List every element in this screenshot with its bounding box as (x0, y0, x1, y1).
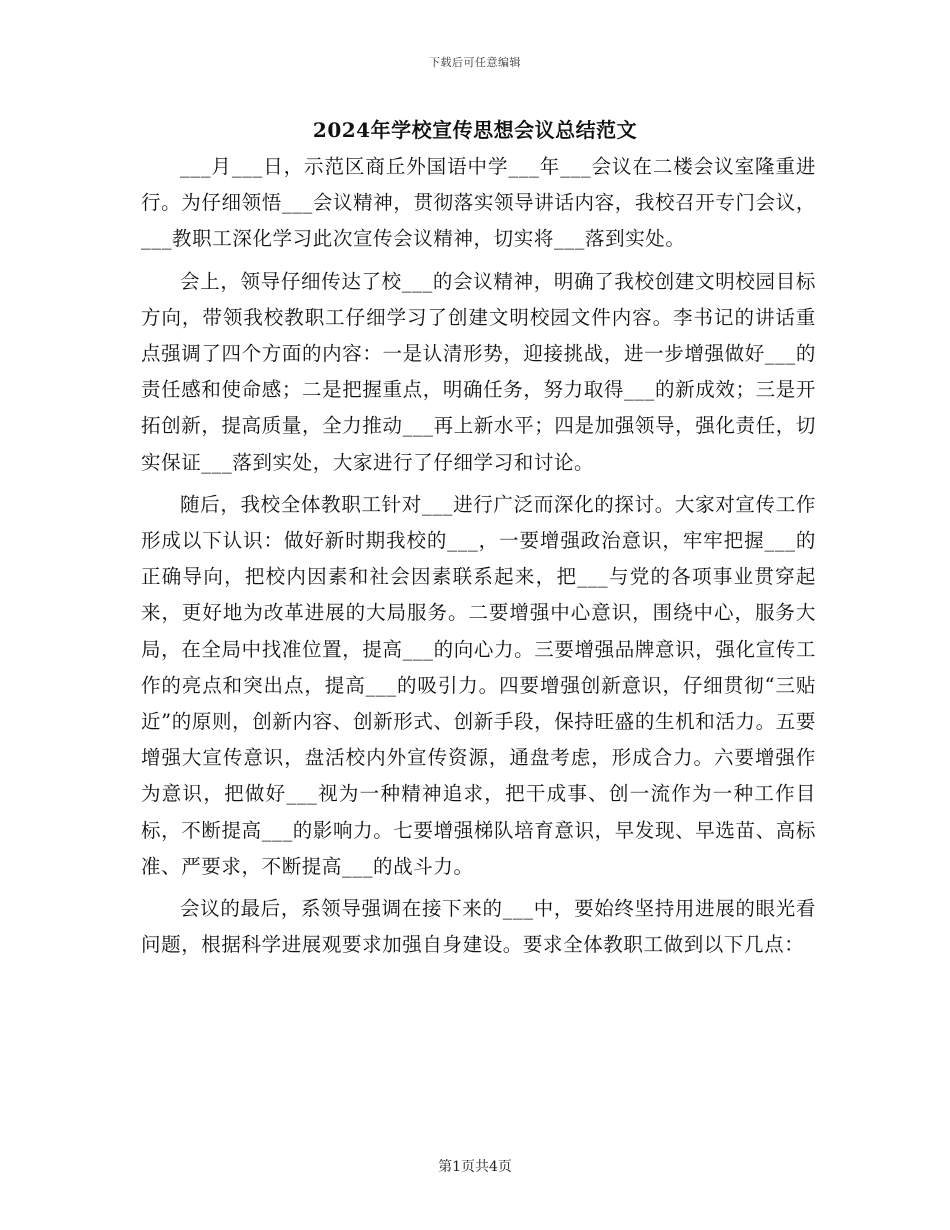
paragraph-3: 随后，我校全体教职工针对___进行广泛而深化的探讨。大家对宣传工作形成以下认识：做好新时期我校的___，一要增强政治意识，牢牢把握___的正确导向，把校内因素和社会因素联系起来，把___与党的各项事业贯穿起来，更好地为改革进展的大局服务。二要增强中心意识，围绕中心，服务大局，在全局中找准位置，提高___的向心力。三要增强品牌意识，强化宣传工作的亮点和突出点，提高___的吸引力。四要增强创新意识，仔细贯彻“三贴近”的原则，创新内容、创新形式、创新手段，保持旺盛的生机和活力。五要增强大宣传意识，盘活校内外宣传资源，通盘考虑，形成合力。六要增强作为意识，把做好___视为一种精神追求，把干成事、创一流作为一种工作目标，不断提高___的影响力。七要增强梯队培育意识，早发现、早选苗、高标准、严要求，不断提高___的战斗力。 (141, 492, 816, 878)
document-body (141, 149, 816, 969)
page-number: 第1页共4页 (438, 1159, 512, 1175)
paragraph-2: 会上，领导仔细传达了校___的会议精神，明确了我校创建文明校园目标方向，带领我校教职工仔细学习了创建文明校园文件内容。李书记的讲话重点强调了四个方面的内容：一是认清形势，迎接挑战，进一步增强做好___的责任感和使命感；二是把握重点，明确任务，努力取得___的新成效；三是开拓创新，提高质量，全力推动___再上新水平；四是加强领导，强化责任，切实保证___落到实处，大家进行了仔细学习和讨论。 (141, 269, 816, 474)
paragraph-4: 会议的最后，系领导强调在接下来的___中，要始终坚持用进展的眼光看问题，根据科学进展观要求加强自身建设。要求全体教职工做到以下几点： (141, 897, 816, 957)
page-header-note: 下载后可任意编辑 (429, 56, 521, 69)
paragraph-1: ___月___日，示范区商丘外国语中学___年___会议在二楼会议室隆重进行。为仔细领悟___会议精神，贯彻落实领导讲话内容，我校召开专门会议，___教职工深化学习此次宣传会议精神，切实将___落到实处。 (141, 155, 816, 251)
document-title: 2024年学校宣传思想会议总结范文 (312, 118, 638, 142)
